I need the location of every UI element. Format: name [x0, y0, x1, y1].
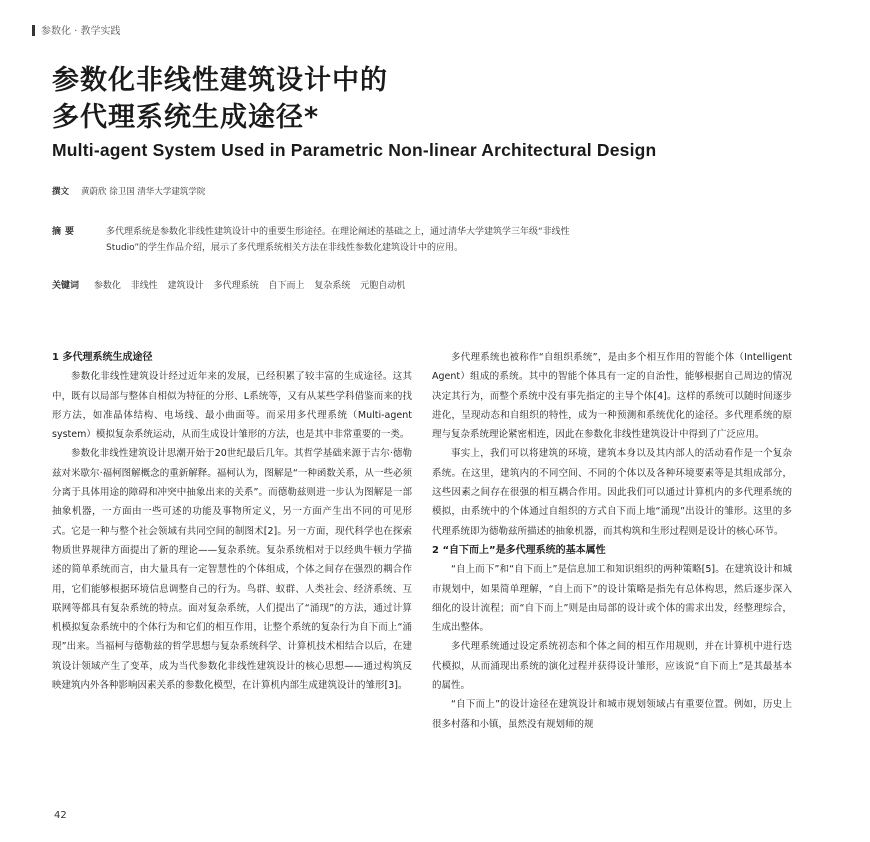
running-header	[32, 22, 121, 37]
header-section: 参数化 · 教学实践	[41, 26, 121, 37]
authors-line	[52, 185, 205, 197]
abstract-text: 多代理系统是参数化非线性建筑设计中的重要生形途径。在理论阐述的基础之上，通过清华大学建筑学三年级“非线性Studio”的学生作品介绍，展示了多代理系统相关方法在非线性参数化建筑设计中的应用。	[106, 227, 570, 253]
article-title-en: Multi-agent System Used in Parametric Non-linear Architectural Design	[52, 140, 657, 160]
paragraph: 参数化非线性建筑设计经过近年来的发展，已经积累了较丰富的生成途径。这其中，既有以局部与整体自相似为特征的分形、L系统等，又有从某些学科借鉴而来的找形方法，如准晶体结构、电场线、最小曲面等。而采用多代理系统（Multi-agent system）模拟复杂系统运动，从而生成设计雏形的方法，也是其中非常重要的一类。	[52, 371, 412, 441]
section-heading-2: 2 “自下而上”是多代理系统的基本属性	[432, 544, 606, 556]
paragraph: 事实上，我们可以将建筑的环境，建筑本身以及其内部人的活动看作是一个复杂系统。在这里，建筑内的不同空间、不同的个体以及各种环境要素等是其组成部分，这些因素之间存在很强的相互耦合作用。因此我们可以通过计算机内的多代理系统的模拟，由系统中的个体通过自组织的方式自下而上地“涌现”出设计的雏形。这里的多代理系统即为德勒兹所描述的抽象机器，而其构筑和生形过程则是设计的核心环节。	[432, 448, 792, 537]
paragraph: 参数化非线性建筑设计思潮开始于20世纪最后几年。其哲学基础来源于吉尔·德勒兹对米歇尔·福柯图解概念的重新解释。福柯认为，图解是“一种函数关系，从一些必须分离于具体用途的障碍和冲突中抽象出来的关系”。而德勒兹则进一步认为图解是一部抽象机器，一方面由一些可述的功能及事物所定义，另一方面产生出不同的可见形式。它是一种与整个社会领域有共同空间的制图术[2]。另一方面，现代科学也在探索物质世界规律方面提出了新的理论——复杂系统。复杂系统相对于以经典牛顿力学描述的简单系统而言，由大量具有一定智慧性的个体组成，个体之间存在强烈的耦合作用，它们能够根据环境信息调整自己的行为。鸟群、蚁群、人类社会、经济系统、互联网等都具有复杂系统的特点。面对复杂系统，人们提出了“涌现”的方法，通过计算机模拟复杂系统中的个体行为和它们的相互作用，让整个系统的复杂行为自下而上“涌现”出来。当福柯与德勒兹的哲学思想与复杂系统科学、计算机技术相结合以后，在建筑设计领域产生了变革，成为当代参数化非线性建筑设计的核心思想——通过构筑反映建筑内外各种影响因素关系的参数化模型，在计算机内部生成建筑设计的雏形[3]。	[52, 448, 412, 692]
keywords	[52, 278, 652, 291]
article-title-cn	[52, 62, 752, 136]
keyword: 非线性	[130, 281, 158, 291]
keywords-label: 关键词	[52, 281, 80, 291]
keyword: 多代理系统	[213, 281, 259, 291]
keyword: 自下而上	[268, 281, 305, 291]
abstract	[52, 224, 587, 256]
right-column	[432, 348, 792, 734]
title-cn-line2: 多代理系统生成途径*	[52, 102, 320, 133]
section-heading-1: 1 多代理系统生成途径	[52, 352, 153, 363]
header-bar-icon	[32, 25, 35, 36]
paragraph: “自下而上”的设计途径在建筑设计和城市规划领域占有重要位置。例如，历史上很多村落和小镇，虽然没有规划师的规	[432, 699, 792, 730]
paragraph: 多代理系统通过设定系统初态和个体之间的相互作用规则，并在计算机中进行迭代模拟，从而涌现出系统的演化过程并获得设计雏形，应该说“自下而上”是其最基本的属性。	[432, 641, 792, 692]
paragraph: 多代理系统也被称作“自组织系统”，是由多个相互作用的智能个体（Intelligent Agent）组成的系统。其中的智能个体具有一定的自治性，能够根据自己周边的情况决定其行为，而整个系统中没有事先指定的主导个体[4]。这样的系统可以随时间逐步进化，呈现动态和自组织的特性，成为一种预测和系统优化的途径。多代理系统的原理与复杂系统理论紧密相连，因此在参数化非线性建筑设计中得到了广泛应用。	[432, 352, 792, 441]
keyword: 参数化	[93, 281, 121, 291]
authors-label: 撰文	[52, 187, 70, 197]
left-column	[52, 348, 412, 695]
abstract-label: 摘要	[52, 227, 79, 237]
keyword: 元胞自动机	[360, 281, 406, 291]
page-number: 42	[54, 810, 67, 821]
paragraph: “自上而下”和“自下而上”是信息加工和知识组织的两种策略[5]。在建筑设计和城市规划中，如果简单理解，“自上而下”的设计策略是指先有总体构思，然后逐步深入细化的设计流程；而“自下而上”则是由局部的设计或个体的需求出发，经整理综合，生成出整体。	[432, 564, 792, 634]
authors-text: 黄蔚欣 徐卫国 清华大学建筑学院	[81, 187, 206, 197]
keyword: 建筑设计	[167, 281, 204, 291]
title-cn-line1: 参数化非线性建筑设计中的	[52, 65, 388, 96]
keyword: 复杂系统	[314, 281, 351, 291]
